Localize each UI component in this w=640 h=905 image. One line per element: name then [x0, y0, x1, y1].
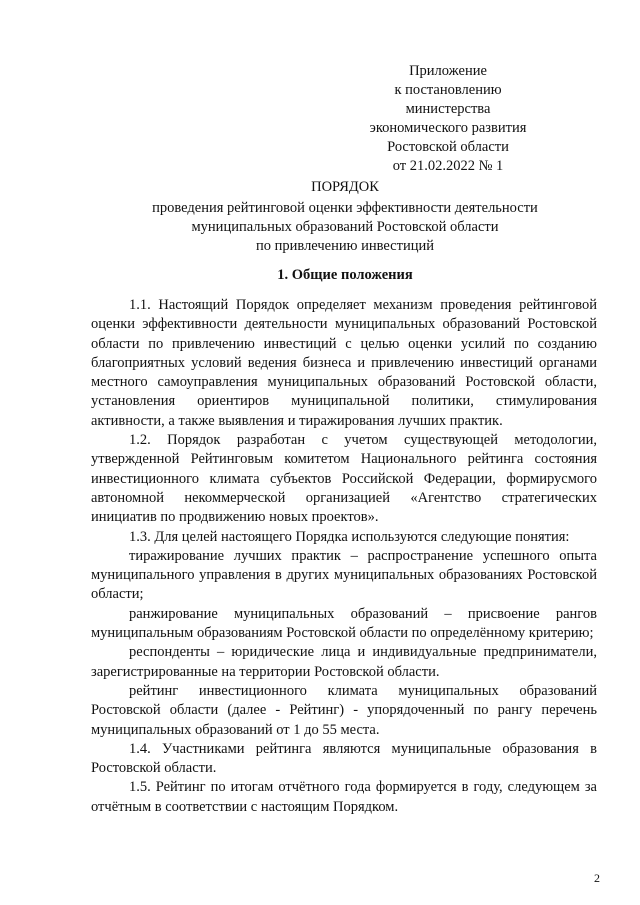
document-subtitle-line: по привлечению инвестиций [256, 238, 434, 254]
paragraph: тиражирование лучших практик – распространение успешного опыта муниципального управления в других муниципальных образованиях Ростовской области; [91, 547, 597, 603]
paragraph: 1.5. Рейтинг по итогам отчётного года формируется в году, следующем за отчётным в соответствии с настоящим Порядком. [91, 779, 597, 815]
document-header [100, 178, 590, 256]
document-subtitle-line: проведения рейтинговой оценки эффективности деятельности [152, 200, 538, 216]
paragraph: 1.3. Для целей настоящего Порядка используются следующие понятия: [129, 528, 570, 545]
appendix-line: министерства [405, 101, 491, 117]
paragraph: респонденты – юридические лица и индивидуальные предприниматели, зарегистрированные на территории Ростовской области. [91, 644, 597, 680]
appendix-line: от 21.02.2022 № 1 [392, 158, 504, 174]
appendix-line: экономического развития [369, 120, 527, 136]
paragraph: 1.2. Порядок разработан с учетом существующей методологии, утвержденной Рейтинговым комитетом Национального рейтинга состояния инвестиционного климата субъектов Российской Федерации, формирусмого автономной некоммерческой организацией «Агентство стратегических инициатив по продвижению новых проектов». [91, 432, 597, 526]
page-number: 2 [594, 871, 600, 885]
section-heading: 1. Общие положения [277, 267, 413, 283]
appendix-line: к постановлению [394, 82, 502, 98]
paragraph: рейтинг инвестиционного климата муниципальных образований Ростовской области (далее - Рейтинг) - упорядоченный по рангу перечень муниципальных образований от 1 до 55 места. [91, 682, 597, 738]
appendix-block [328, 62, 568, 176]
document-subtitle-line: муниципальных образований Ростовской области [191, 219, 499, 235]
appendix-line: Ростовской области [387, 139, 509, 155]
paragraph: 1.1. Настоящий Порядок определяет механизм проведения рейтинговой оценки эффективности деятельности муниципальных образований Ростовской области по привлечению инвестиций с целью оценки усилий по созданию благоприятных условий ведения бизнеса и привлечению инвестиций органами местного самоуправления муниципальных образований Ростовской области, установления ориентиров муниципальной политики, стимулирования активности, а также выявления и тиражирования лучших практик. [91, 297, 597, 429]
appendix-line: Приложение [409, 63, 487, 79]
paragraph: 1.4. Участниками рейтинга являются муниципальные образования в Ростовской области. [91, 740, 597, 777]
document-body [91, 296, 597, 817]
document-title: ПОРЯДОК [311, 179, 379, 195]
paragraph: ранжирование муниципальных образований – присвоение рангов муниципальным образованиям Ростовской области по определённому критерию; [91, 605, 597, 642]
